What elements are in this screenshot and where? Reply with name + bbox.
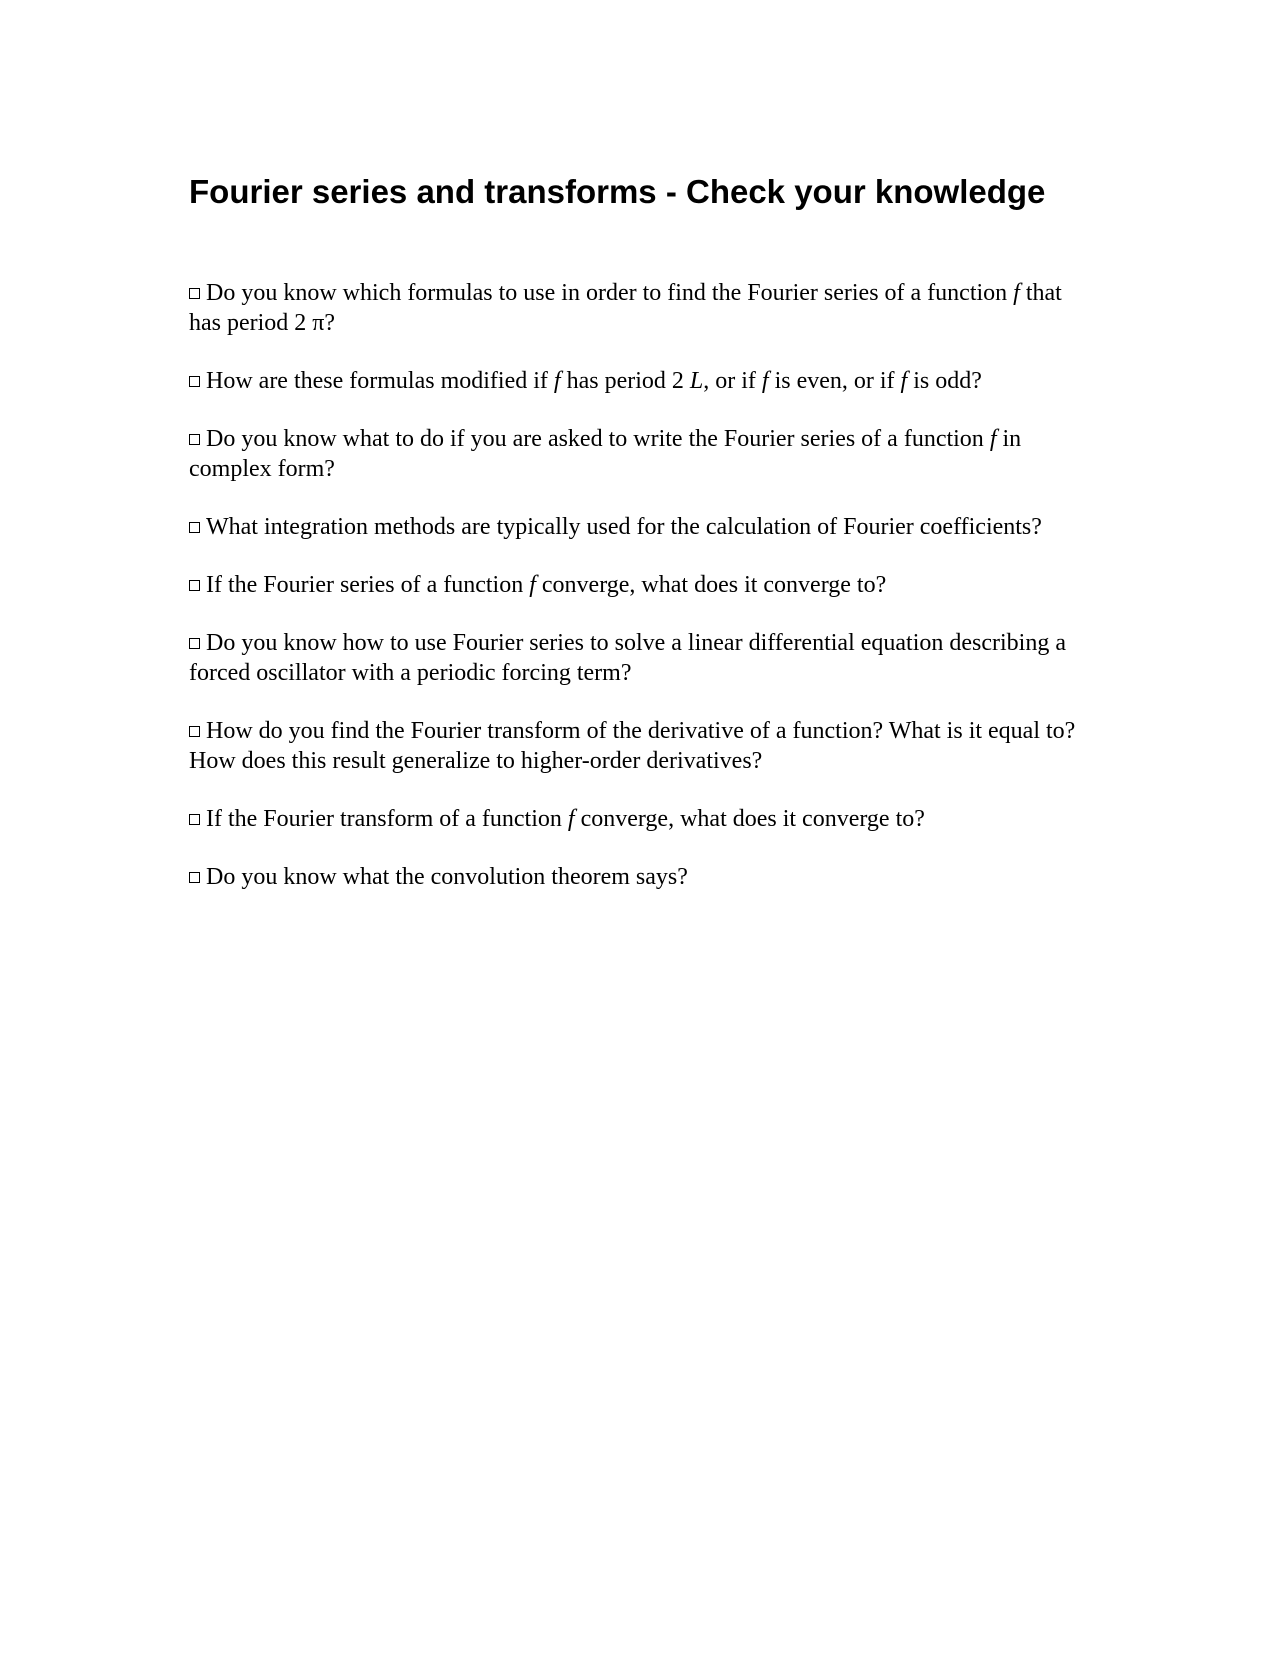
checkbox-icon	[189, 434, 200, 445]
checkbox-icon	[189, 522, 200, 533]
item-text: is odd?	[907, 368, 982, 394]
item-text: Do you know what the convolution theorem says?	[206, 864, 688, 890]
checkbox-icon	[189, 288, 200, 299]
item-text: Do you know how to use Fourier series to solve a linear differential equation describing a forced oscillator with a periodic forcing term?	[189, 630, 1067, 686]
checklist-item	[189, 424, 1089, 484]
checklist-item	[189, 716, 1089, 776]
item-text: converge, what does it converge to?	[535, 572, 887, 598]
checklist-item	[189, 366, 1089, 396]
item-text: in complex form?	[189, 426, 1022, 482]
math-variable: f	[529, 572, 536, 598]
item-text: is even, or if	[768, 368, 901, 394]
math-variable: f	[761, 368, 769, 394]
item-text: that has period 2 π?	[189, 280, 1062, 336]
checklist-item	[189, 512, 1089, 542]
checklist-item	[189, 278, 1089, 338]
item-text: How do you find the Fourier transform of the derivative of a function? What is it equal to? How does this result generalize to higher-order derivatives?	[189, 718, 1076, 774]
item-text: converge, what does it converge to?	[574, 806, 925, 832]
checkbox-icon	[189, 638, 200, 649]
item-text: If the Fourier series of a function	[206, 572, 530, 598]
knowledge-checklist	[189, 278, 1089, 920]
item-text: Do you know which formulas to use in order to find the Fourier series of a function	[206, 280, 1014, 306]
checklist-item	[189, 862, 1089, 892]
math-variable: f	[1013, 280, 1020, 306]
checkbox-icon	[189, 814, 200, 825]
math-variable: f	[900, 368, 908, 394]
item-text: , or if	[703, 368, 762, 394]
item-text: What integration methods are typically used for the calculation of Fourier coefficients?	[206, 514, 1042, 540]
page-title: Fourier series and transforms - Check your knowledge	[189, 173, 1046, 210]
checklist-item	[189, 628, 1089, 688]
math-variable: L	[689, 368, 704, 394]
math-variable: f	[989, 426, 997, 452]
checkbox-icon	[189, 726, 200, 737]
checklist-item	[189, 570, 1089, 600]
checkbox-icon	[189, 872, 200, 883]
checkbox-icon	[189, 376, 200, 387]
item-text: has period 2	[560, 368, 690, 394]
math-variable: f	[553, 368, 561, 394]
item-text: Do you know what to do if you are asked to write the Fourier series of a function	[206, 426, 990, 452]
math-variable: f	[567, 806, 575, 832]
item-text: How are these formulas modified if	[206, 368, 554, 394]
item-text: If the Fourier transform of a function	[206, 806, 568, 832]
checklist-item	[189, 804, 1089, 834]
checkbox-icon	[189, 580, 200, 591]
